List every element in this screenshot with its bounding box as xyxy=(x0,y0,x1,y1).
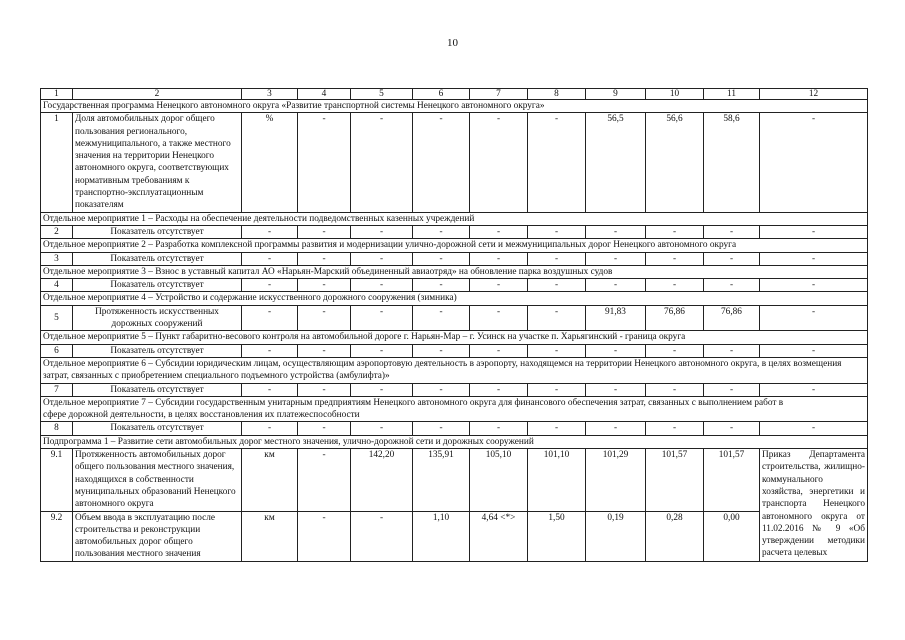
table-row xyxy=(41,422,868,435)
event-title-row xyxy=(41,239,868,252)
table-row xyxy=(41,511,868,561)
value-cell: - xyxy=(470,422,528,435)
column-number: 11 xyxy=(704,89,760,100)
value-cell: 0,19 xyxy=(586,511,646,561)
indicator-name: Показатель отсутствует xyxy=(73,344,242,357)
event-title: Отдельное мероприятие 3 – Взнос в уставный капитал АО «Нарьян-Марский объединенный авиаотряд» на обновление парка воздушных судов xyxy=(41,265,868,278)
value-cell: - xyxy=(470,252,528,265)
value-cell: - xyxy=(760,344,868,357)
value-cell: - xyxy=(413,225,470,238)
value-cell: - xyxy=(298,383,351,396)
value-cell: - xyxy=(760,383,868,396)
value-cell: 135,91 xyxy=(413,449,470,511)
value-cell: - xyxy=(298,225,351,238)
column-number: 3 xyxy=(242,89,298,100)
value-cell: - xyxy=(298,344,351,357)
value-cell: - xyxy=(704,422,760,435)
row-number: 8 xyxy=(41,422,73,435)
event-title-row xyxy=(41,292,868,305)
value-cell: - xyxy=(351,422,413,435)
value-cell: - xyxy=(646,383,704,396)
value-cell: - xyxy=(298,305,351,331)
value-cell: - xyxy=(760,422,868,435)
value-cell: - xyxy=(760,279,868,292)
value-cell: - xyxy=(704,279,760,292)
indicator-name: Показатель отсутствует xyxy=(73,279,242,292)
column-number-row xyxy=(41,89,868,100)
value-cell: - xyxy=(470,279,528,292)
value-cell: - xyxy=(528,113,586,212)
value-cell: - xyxy=(242,225,298,238)
value-cell: - xyxy=(470,225,528,238)
value-cell: - xyxy=(646,344,704,357)
table-row xyxy=(41,113,868,212)
value-cell: - xyxy=(470,305,528,331)
value-cell: - xyxy=(528,225,586,238)
value-cell: - xyxy=(646,252,704,265)
value-cell: - xyxy=(351,113,413,212)
value-cell: - xyxy=(586,344,646,357)
row-number: 3 xyxy=(41,252,73,265)
value-cell: - xyxy=(646,422,704,435)
value-cell: 58,6 xyxy=(704,113,760,212)
row-number: 5 xyxy=(41,305,73,331)
table-row xyxy=(41,252,868,265)
value-cell: - xyxy=(528,344,586,357)
value-cell: - xyxy=(298,511,351,561)
row-number: 4 xyxy=(41,279,73,292)
event-title: Отдельное мероприятие 7 – Субсидии государственным унитарным предприятиям Ненецкого автономного округа для финансового обеспечения затрат, связанных с выполнением работ в сфере дорожной деятельности, в целях восстановления их платежеспособности xyxy=(41,396,868,422)
column-number: 1 xyxy=(41,89,73,100)
value-cell: 91,83 xyxy=(586,305,646,331)
value-cell: - xyxy=(242,422,298,435)
value-cell: - xyxy=(298,113,351,212)
value-cell: - xyxy=(351,383,413,396)
column-number: 6 xyxy=(413,89,470,100)
unit-cell: км xyxy=(242,449,298,511)
table-row xyxy=(41,383,868,396)
source-note: Приказ Департамента строительства, жилищно-коммунального хозяйства, энергетики и транспорта Ненецкого автономного округа от 11.02.2016 № 9 «Об утверждении методики расчета целевых xyxy=(760,449,868,562)
value-cell: - xyxy=(413,279,470,292)
value-cell: - xyxy=(470,344,528,357)
value-cell: - xyxy=(704,225,760,238)
value-cell: - xyxy=(586,225,646,238)
unit-cell: км xyxy=(242,511,298,561)
event-title: Отдельное мероприятие 1 – Расходы на обеспечение деятельности подведомственных казенных учреждений xyxy=(41,212,868,225)
row-number: 1 xyxy=(41,113,73,212)
value-cell: - xyxy=(760,113,868,212)
value-cell: - xyxy=(704,252,760,265)
event-title-row xyxy=(41,357,868,383)
event-title-row xyxy=(41,265,868,278)
value-cell: 142,20 xyxy=(351,449,413,511)
row-number: 6 xyxy=(41,344,73,357)
value-cell: - xyxy=(528,422,586,435)
value-cell: - xyxy=(242,383,298,396)
value-cell: - xyxy=(646,225,704,238)
value-cell: - xyxy=(351,225,413,238)
table-row xyxy=(41,225,868,238)
value-cell: - xyxy=(351,279,413,292)
value-cell: - xyxy=(760,305,868,331)
table-row xyxy=(41,449,868,511)
event-title: Отдельное мероприятие 6 – Субсидии юридическим лицам, осуществляющим аэропортовую деятельность в аэропорту, находящемся на территории Ненецкого автономного округа, в целях возмещения затрат, связанных с приобретением специального подъемного устройства (амбулифта)» xyxy=(41,357,868,383)
indicator-name: Протяженность автомобильных дорог общего пользования местного значения, находящихся в собственности муниципальных образований Ненецкого автономного округа xyxy=(73,449,242,511)
value-cell: 101,29 xyxy=(586,449,646,511)
value-cell: - xyxy=(470,383,528,396)
table-row xyxy=(41,305,868,331)
value-cell: - xyxy=(413,305,470,331)
subprogram-title-row xyxy=(41,435,868,448)
value-cell: 76,86 xyxy=(646,305,704,331)
value-cell: - xyxy=(646,279,704,292)
event-title: Отдельное мероприятие 4 – Устройство и содержание искусственного дорожного сооружения (зимника) xyxy=(41,292,868,305)
value-cell: 1,50 xyxy=(528,511,586,561)
value-cell: 1,10 xyxy=(413,511,470,561)
row-number: 7 xyxy=(41,383,73,396)
value-cell: - xyxy=(351,305,413,331)
value-cell: - xyxy=(586,383,646,396)
column-number: 7 xyxy=(470,89,528,100)
value-cell: - xyxy=(298,449,351,511)
column-number: 9 xyxy=(586,89,646,100)
value-cell: - xyxy=(704,383,760,396)
table-row xyxy=(41,344,868,357)
program-title-row xyxy=(41,100,868,113)
value-cell: - xyxy=(586,252,646,265)
indicator-name: Показатель отсутствует xyxy=(73,383,242,396)
indicator-name: Показатель отсутствует xyxy=(73,225,242,238)
row-number: 2 xyxy=(41,225,73,238)
event-title-row xyxy=(41,212,868,225)
value-cell: 4,64 <*> xyxy=(470,511,528,561)
value-cell: - xyxy=(586,279,646,292)
value-cell: - xyxy=(298,422,351,435)
event-title: Отдельное мероприятие 5 – Пункт габаритно-весового контроля на автомобильной дороге г. Нарьян-Мар – г. Усинск на участке п. Харьягинский - граница округа xyxy=(41,331,868,344)
subprogram-title: Подпрограмма 1 – Развитие сети автомобильных дорог местного значения, улично-дорожной сети и дорожных сооружений xyxy=(41,435,868,448)
value-cell: 56,5 xyxy=(586,113,646,212)
indicator-name: Объем ввода в эксплуатацию после строительства и реконструкции автомобильных дорог общего пользования местного значения xyxy=(73,511,242,561)
indicator-name: Протяженность искусственных дорожных сооружений xyxy=(73,305,242,331)
unit-cell: % xyxy=(242,113,298,212)
value-cell: - xyxy=(528,305,586,331)
value-cell: - xyxy=(298,279,351,292)
column-number: 2 xyxy=(73,89,242,100)
value-cell: - xyxy=(351,252,413,265)
value-cell: 101,57 xyxy=(704,449,760,511)
value-cell: - xyxy=(528,383,586,396)
value-cell: - xyxy=(470,113,528,212)
value-cell: 0,00 xyxy=(704,511,760,561)
value-cell: - xyxy=(413,252,470,265)
value-cell: - xyxy=(413,422,470,435)
value-cell: 101,10 xyxy=(528,449,586,511)
value-cell: 105,10 xyxy=(470,449,528,511)
column-number: 8 xyxy=(528,89,586,100)
value-cell: - xyxy=(413,383,470,396)
value-cell: - xyxy=(298,252,351,265)
column-number: 5 xyxy=(351,89,413,100)
row-number: 9.1 xyxy=(41,449,73,511)
indicators-table xyxy=(40,88,868,562)
value-cell: - xyxy=(242,252,298,265)
value-cell: - xyxy=(528,279,586,292)
value-cell: 101,57 xyxy=(646,449,704,511)
table-row xyxy=(41,279,868,292)
indicator-name: Показатель отсутствует xyxy=(73,252,242,265)
value-cell: - xyxy=(242,279,298,292)
value-cell: - xyxy=(351,344,413,357)
value-cell: - xyxy=(413,344,470,357)
value-cell: - xyxy=(586,422,646,435)
column-number: 4 xyxy=(298,89,351,100)
program-title: Государственная программа Ненецкого автономного округа «Развитие транспортной системы Ненецкого автономного округа» xyxy=(41,100,868,113)
indicator-name: Показатель отсутствует xyxy=(73,422,242,435)
value-cell: - xyxy=(351,511,413,561)
value-cell: - xyxy=(760,252,868,265)
value-cell: 0,28 xyxy=(646,511,704,561)
value-cell: - xyxy=(242,305,298,331)
indicator-name: Доля автомобильных дорог общего пользования регионального, межмуниципального, а также местного значения на территории Ненецкого автономного округа, соответствующих нормативным требованиям к транспортно-эксплуатационным показателям xyxy=(73,113,242,212)
value-cell: - xyxy=(242,344,298,357)
column-number: 10 xyxy=(646,89,704,100)
column-number: 12 xyxy=(760,89,868,100)
page-number: 10 xyxy=(447,37,458,49)
event-title-row xyxy=(41,331,868,344)
row-number: 9.2 xyxy=(41,511,73,561)
value-cell: - xyxy=(528,252,586,265)
value-cell: - xyxy=(413,113,470,212)
value-cell: 76,86 xyxy=(704,305,760,331)
event-title-row xyxy=(41,396,868,422)
value-cell: 56,6 xyxy=(646,113,704,212)
value-cell: - xyxy=(760,225,868,238)
value-cell: - xyxy=(704,344,760,357)
event-title: Отдельное мероприятие 2 – Разработка комплексной программы развития и модернизации улично-дорожной сети и межмуниципальных дорог Ненецкого автономного округа xyxy=(41,239,868,252)
